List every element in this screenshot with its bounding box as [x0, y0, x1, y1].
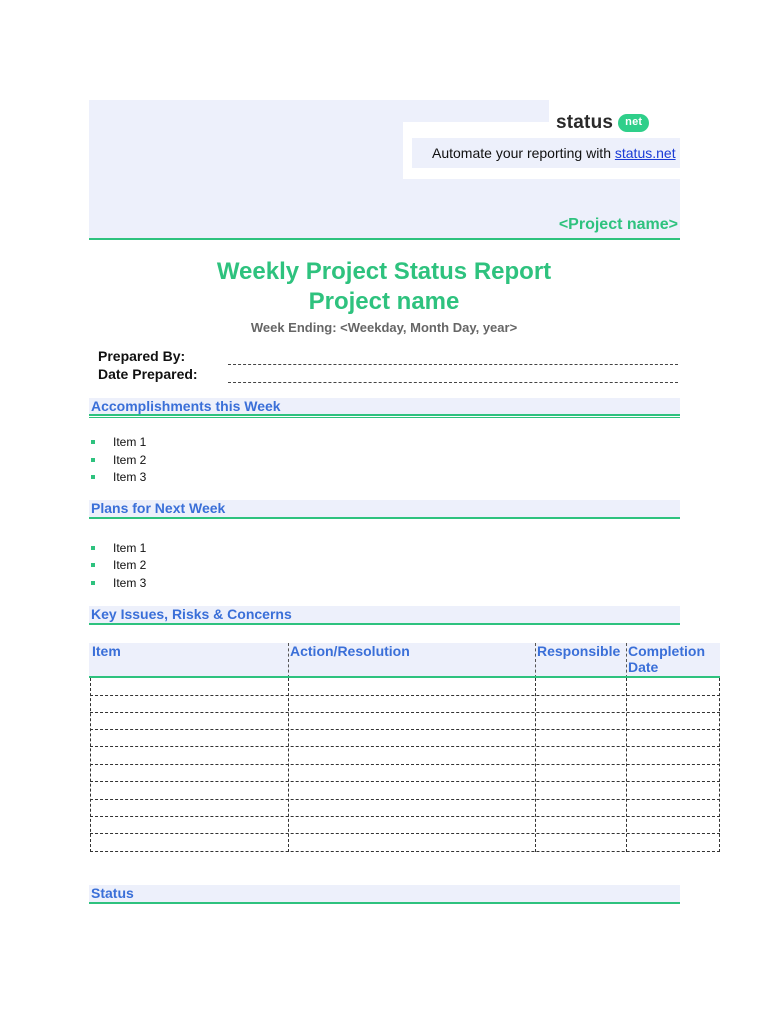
bullet-icon: [91, 458, 95, 462]
header-separator: [288, 643, 289, 678]
header-divider: [89, 238, 680, 240]
column-header-action: Action/Resolution: [290, 643, 410, 659]
accomplishment-item: Item 3: [113, 470, 147, 484]
accomplishment-item: Item 1: [113, 435, 147, 449]
header-separator: [626, 643, 627, 678]
promo-prefix: Automate your reporting with: [432, 145, 615, 161]
plan-item: Item 3: [113, 576, 147, 590]
week-ending: Week Ending: <Weekday, Month Day, year>: [250, 320, 518, 335]
accomplishments-divider: [89, 414, 680, 416]
report-subtitle: Project name: [308, 288, 460, 315]
header-separator: [535, 643, 536, 678]
bullet-icon: [91, 440, 95, 444]
bullet-icon: [91, 581, 95, 585]
prepared-by-label: Prepared By:: [98, 348, 186, 364]
plan-item: Item 2: [113, 558, 147, 572]
table-column-border: [626, 678, 627, 852]
table-column-border: [288, 678, 289, 852]
accomplishment-item: Item 2: [113, 453, 147, 467]
status-net-link[interactable]: status.net: [614, 145, 676, 161]
plans-heading: Plans for Next Week: [91, 500, 226, 516]
logo-badge: net: [618, 114, 649, 132]
date-prepared-field[interactable]: [228, 382, 678, 383]
status-divider: [89, 902, 680, 904]
promo-text: [432, 145, 676, 161]
prepared-by-field[interactable]: [228, 364, 678, 365]
column-header-item: Item: [92, 643, 121, 659]
report-title: Weekly Project Status Report: [216, 258, 552, 285]
table-column-border: [90, 678, 91, 852]
accomplishments-heading: Accomplishments this Week: [91, 398, 281, 414]
plan-item: Item 1: [113, 541, 147, 555]
table-column-border: [719, 678, 720, 852]
issues-heading: Key Issues, Risks & Concerns: [91, 606, 292, 622]
issues-divider: [89, 623, 680, 625]
project-name-tag: <Project name>: [558, 216, 678, 233]
status-net-logo[interactable]: [556, 112, 649, 134]
plans-divider: [89, 517, 680, 519]
date-prepared-label: Date Prepared:: [98, 366, 198, 382]
status-heading: Status: [91, 885, 134, 901]
status-bar: [89, 885, 680, 903]
column-header-responsible: Responsible: [537, 643, 621, 659]
accomplishments-divider-secondary: [89, 417, 680, 418]
table-column-border: [535, 678, 536, 852]
bullet-icon: [91, 563, 95, 567]
logo-text: status: [556, 112, 614, 133]
bullet-icon: [91, 475, 95, 479]
bullet-icon: [91, 546, 95, 550]
column-header-completion-date: Completion Date: [628, 643, 705, 675]
